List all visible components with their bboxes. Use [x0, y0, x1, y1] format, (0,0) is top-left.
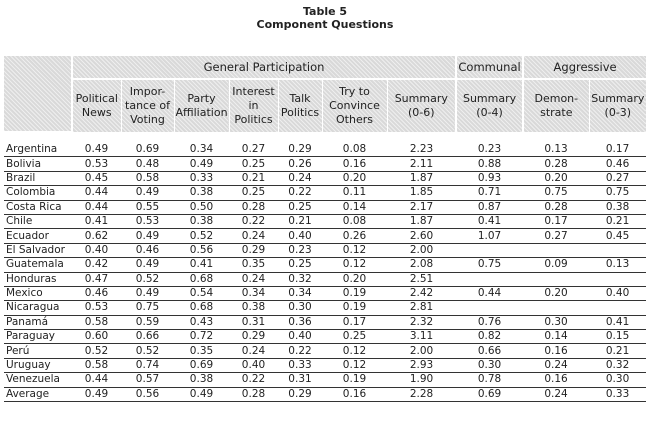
value-cell: 0.16 [322, 157, 387, 171]
value-cell: 0.69 [121, 143, 174, 157]
value-cell: 0.21 [278, 214, 322, 228]
value-cell [456, 301, 523, 315]
value-cell: 0.17 [589, 143, 646, 157]
value-cell: 0.28 [229, 387, 278, 401]
value-cell: 0.23 [278, 243, 322, 257]
value-cell: 0.62 [72, 229, 121, 243]
value-cell: 0.75 [589, 186, 646, 200]
value-cell: 0.52 [121, 272, 174, 286]
value-cell: 0.49 [72, 387, 121, 401]
country-cell: Venezuela [4, 373, 72, 387]
value-cell [456, 272, 523, 286]
value-cell: 0.57 [121, 373, 174, 387]
value-cell: 0.49 [121, 186, 174, 200]
value-cell: 0.30 [456, 358, 523, 372]
value-cell: 0.52 [174, 229, 229, 243]
table-row [4, 258, 646, 272]
value-cell: 0.22 [229, 214, 278, 228]
col-summary-0-3: Summary (0-3) [589, 79, 646, 132]
value-cell [523, 243, 589, 257]
value-cell: 0.36 [278, 315, 322, 329]
group-general-participation: General Participation [72, 56, 456, 79]
value-cell: 0.41 [589, 315, 646, 329]
value-cell [456, 243, 523, 257]
value-cell: 0.29 [229, 330, 278, 344]
value-cell: 0.38 [174, 186, 229, 200]
value-cell: 0.26 [278, 157, 322, 171]
value-cell: 2.60 [387, 229, 456, 243]
value-cell: 0.31 [229, 315, 278, 329]
value-cell: 2.00 [387, 344, 456, 358]
value-cell: 0.28 [229, 200, 278, 214]
value-cell: 0.68 [174, 272, 229, 286]
table-row [4, 171, 646, 185]
value-cell: 0.58 [121, 171, 174, 185]
value-cell: 2.93 [387, 358, 456, 372]
country-cell: Ecuador [4, 229, 72, 243]
country-cell: Perú [4, 344, 72, 358]
value-cell: 0.33 [589, 387, 646, 401]
table-row [4, 200, 646, 214]
value-cell: 0.19 [322, 286, 387, 300]
value-cell: 0.32 [278, 272, 322, 286]
value-cell: 0.71 [456, 186, 523, 200]
value-cell: 0.32 [589, 358, 646, 372]
value-cell: 0.25 [278, 200, 322, 214]
value-cell: 0.35 [174, 344, 229, 358]
value-cell: 2.42 [387, 286, 456, 300]
country-cell: Argentina [4, 143, 72, 157]
value-cell: 0.27 [523, 229, 589, 243]
value-cell: 0.53 [72, 157, 121, 171]
value-cell: 1.07 [456, 229, 523, 243]
value-cell: 0.22 [278, 186, 322, 200]
value-cell: 0.49 [121, 258, 174, 272]
value-cell: 0.26 [322, 229, 387, 243]
value-cell: 0.41 [174, 258, 229, 272]
value-cell: 0.13 [589, 258, 646, 272]
value-cell: 0.24 [229, 272, 278, 286]
value-cell: 0.25 [322, 330, 387, 344]
value-cell: 0.46 [121, 243, 174, 257]
value-cell: 0.29 [229, 243, 278, 257]
value-cell: 0.16 [523, 344, 589, 358]
value-cell: 0.29 [278, 387, 322, 401]
value-cell: 0.30 [589, 373, 646, 387]
value-cell: 0.42 [72, 258, 121, 272]
value-cell: 2.11 [387, 157, 456, 171]
country-cell: Bolivia [4, 157, 72, 171]
value-cell: 0.52 [72, 344, 121, 358]
value-cell: 0.34 [174, 143, 229, 157]
value-cell: 0.48 [121, 157, 174, 171]
value-cell: 0.22 [229, 373, 278, 387]
value-cell: 0.41 [456, 214, 523, 228]
col-try-to-convince-others: Try to Convince Others [322, 79, 387, 132]
value-cell: 0.46 [72, 286, 121, 300]
value-cell: 3.11 [387, 330, 456, 344]
value-cell: 0.38 [174, 373, 229, 387]
value-cell: 0.24 [523, 387, 589, 401]
value-cell: 0.15 [589, 330, 646, 344]
table-row [4, 330, 646, 344]
col-political-news: Political News [72, 79, 121, 132]
value-cell: 0.93 [456, 171, 523, 185]
value-cell: 2.00 [387, 243, 456, 257]
value-cell: 0.75 [523, 186, 589, 200]
country-cell: Mexico [4, 286, 72, 300]
table-row [4, 387, 646, 401]
value-cell: 0.59 [121, 315, 174, 329]
value-cell: 0.40 [589, 286, 646, 300]
value-cell [589, 301, 646, 315]
table-row [4, 315, 646, 329]
value-cell: 0.74 [121, 358, 174, 372]
value-cell: 0.49 [72, 143, 121, 157]
value-cell: 0.08 [322, 143, 387, 157]
value-cell: 0.49 [121, 229, 174, 243]
value-cell: 0.12 [322, 258, 387, 272]
value-cell: 0.14 [523, 330, 589, 344]
value-cell: 0.66 [121, 330, 174, 344]
value-cell: 0.44 [456, 286, 523, 300]
table-row [4, 301, 646, 315]
value-cell: 0.34 [229, 286, 278, 300]
value-cell: 0.17 [523, 214, 589, 228]
value-cell: 0.56 [121, 387, 174, 401]
value-cell: 0.22 [278, 344, 322, 358]
value-cell: 0.58 [72, 358, 121, 372]
value-cell: 0.55 [121, 200, 174, 214]
country-cell: Chile [4, 214, 72, 228]
value-cell: 0.25 [278, 258, 322, 272]
value-cell: 0.27 [589, 171, 646, 185]
value-cell: 0.72 [174, 330, 229, 344]
value-cell: 1.87 [387, 171, 456, 185]
header-spacer [4, 132, 646, 143]
value-cell: 0.16 [322, 387, 387, 401]
value-cell: 0.24 [229, 344, 278, 358]
value-cell: 0.19 [322, 373, 387, 387]
value-cell: 2.81 [387, 301, 456, 315]
value-cell: 0.12 [322, 358, 387, 372]
table-row [4, 229, 646, 243]
value-cell: 0.16 [523, 373, 589, 387]
value-cell: 0.46 [589, 157, 646, 171]
component-questions-table [4, 56, 646, 402]
country-cell: Paraguay [4, 330, 72, 344]
value-cell [589, 272, 646, 286]
country-cell: Nicaragua [4, 301, 72, 315]
col-demonstrate: Demon- strate [523, 79, 589, 132]
value-cell: 0.20 [322, 171, 387, 185]
value-cell: 0.20 [523, 171, 589, 185]
value-cell: 0.23 [456, 143, 523, 157]
value-cell: 0.24 [229, 229, 278, 243]
value-cell: 0.53 [72, 301, 121, 315]
value-cell: 0.31 [278, 373, 322, 387]
value-cell: 0.68 [174, 301, 229, 315]
value-cell: 0.30 [523, 315, 589, 329]
value-cell: 0.41 [72, 214, 121, 228]
value-cell: 0.24 [523, 358, 589, 372]
col-talk-politics: Talk Politics [278, 79, 322, 132]
value-cell: 0.54 [174, 286, 229, 300]
value-cell: 2.51 [387, 272, 456, 286]
value-cell: 2.28 [387, 387, 456, 401]
group-aggressive: Aggressive [523, 56, 646, 79]
value-cell: 0.82 [456, 330, 523, 344]
corner-cell [4, 56, 72, 132]
value-cell: 0.52 [121, 344, 174, 358]
table-row [4, 243, 646, 257]
value-cell: 0.21 [589, 214, 646, 228]
value-cell: 0.12 [322, 344, 387, 358]
group-communal: Communal [456, 56, 523, 79]
value-cell: 0.56 [174, 243, 229, 257]
country-cell: Colombia [4, 186, 72, 200]
table-subtitle: Component Questions [256, 18, 394, 31]
value-cell: 0.25 [229, 186, 278, 200]
col-party-affiliation: Party Affiliation [174, 79, 229, 132]
country-cell: Honduras [4, 272, 72, 286]
value-cell: 0.17 [322, 315, 387, 329]
country-cell: Average [4, 387, 72, 401]
value-cell: 0.40 [278, 229, 322, 243]
value-cell: 0.20 [523, 286, 589, 300]
value-cell: 0.69 [456, 387, 523, 401]
country-cell: Brazil [4, 171, 72, 185]
value-cell: 0.66 [456, 344, 523, 358]
value-cell: 0.25 [229, 157, 278, 171]
value-cell: 2.08 [387, 258, 456, 272]
value-cell: 2.17 [387, 200, 456, 214]
col-interest-in-politics: Interest in Politics [229, 79, 278, 132]
table-row [4, 373, 646, 387]
value-cell: 0.49 [174, 157, 229, 171]
value-cell: 0.08 [322, 214, 387, 228]
table-row [4, 358, 646, 372]
col-importance-of-voting: Impor- tance of Voting [121, 79, 174, 132]
value-cell: 0.43 [174, 315, 229, 329]
value-cell: 0.13 [523, 143, 589, 157]
value-cell [523, 272, 589, 286]
value-cell: 0.19 [322, 301, 387, 315]
value-cell: 0.49 [121, 286, 174, 300]
col-summary-0-4: Summary (0-4) [456, 79, 523, 132]
value-cell: 0.40 [278, 330, 322, 344]
value-cell: 0.49 [174, 387, 229, 401]
value-cell: 0.33 [174, 171, 229, 185]
value-cell: 0.35 [229, 258, 278, 272]
value-cell: 0.28 [523, 157, 589, 171]
country-cell: Uruguay [4, 358, 72, 372]
country-cell: Costa Rica [4, 200, 72, 214]
value-cell: 0.34 [278, 286, 322, 300]
value-cell: 0.53 [121, 214, 174, 228]
value-cell: 0.88 [456, 157, 523, 171]
value-cell: 1.90 [387, 373, 456, 387]
value-cell: 0.09 [523, 258, 589, 272]
value-cell: 0.14 [322, 200, 387, 214]
value-cell: 0.76 [456, 315, 523, 329]
value-cell: 0.29 [278, 143, 322, 157]
table-title: Table 5 [302, 5, 348, 18]
value-cell: 0.40 [229, 358, 278, 372]
value-cell: 1.87 [387, 214, 456, 228]
value-cell: 0.21 [589, 344, 646, 358]
country-cell: Panamá [4, 315, 72, 329]
value-cell: 0.44 [72, 373, 121, 387]
value-cell: 0.47 [72, 272, 121, 286]
value-cell: 0.20 [322, 272, 387, 286]
value-cell: 0.75 [456, 258, 523, 272]
country-cell: Guatemala [4, 258, 72, 272]
value-cell: 0.40 [72, 243, 121, 257]
value-cell: 0.38 [174, 214, 229, 228]
country-cell: El Salvador [4, 243, 72, 257]
value-cell: 0.30 [278, 301, 322, 315]
value-cell: 0.58 [72, 315, 121, 329]
value-cell: 0.50 [174, 200, 229, 214]
value-cell: 0.24 [278, 171, 322, 185]
value-cell: 0.21 [229, 171, 278, 185]
value-cell [589, 243, 646, 257]
value-cell: 0.78 [456, 373, 523, 387]
value-cell: 0.45 [589, 229, 646, 243]
value-cell: 0.38 [229, 301, 278, 315]
value-cell: 2.32 [387, 315, 456, 329]
value-cell: 2.23 [387, 143, 456, 157]
value-cell: 0.45 [72, 171, 121, 185]
table-row [4, 214, 646, 228]
table-row [4, 272, 646, 286]
table-row [4, 344, 646, 358]
table-row [4, 186, 646, 200]
col-summary-0-6: Summary (0-6) [387, 79, 456, 132]
value-cell: 0.60 [72, 330, 121, 344]
value-cell: 0.12 [322, 243, 387, 257]
value-cell: 0.33 [278, 358, 322, 372]
table-row [4, 286, 646, 300]
value-cell: 0.27 [229, 143, 278, 157]
value-cell: 1.85 [387, 186, 456, 200]
value-cell: 0.87 [456, 200, 523, 214]
value-cell: 0.44 [72, 200, 121, 214]
value-cell: 0.69 [174, 358, 229, 372]
value-cell: 0.44 [72, 186, 121, 200]
value-cell: 0.11 [322, 186, 387, 200]
table-row [4, 143, 646, 157]
value-cell [523, 301, 589, 315]
value-cell: 0.75 [121, 301, 174, 315]
table-row [4, 157, 646, 171]
value-cell: 0.38 [589, 200, 646, 214]
value-cell: 0.28 [523, 200, 589, 214]
table-body [4, 132, 646, 402]
